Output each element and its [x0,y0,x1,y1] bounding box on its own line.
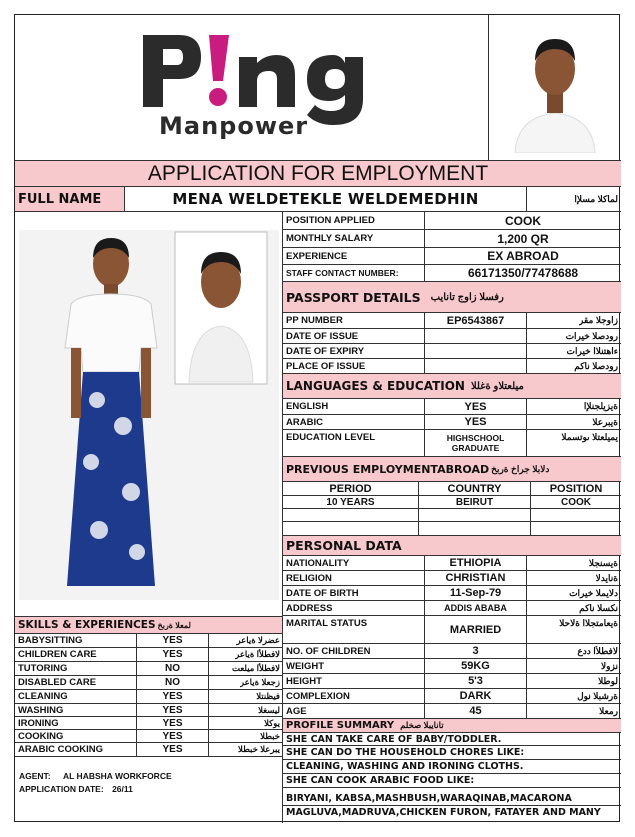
profile-summary-line: SHE CAN TAKE CARE OF BABY/TODDLER. [283,733,621,746]
passport-heading: PASSPORT DETAILS رفسلا زاوج تانايب [283,282,621,313]
previous-employment-header-row: PERIOD COUNTRY POSITION [283,482,621,496]
page-title-bar [15,161,621,187]
page-title: APPLICATION FOR EMPLOYMENT [147,161,489,185]
personal-row: ADDRESS ADDIS ABABA نكسلا ناكم [283,601,621,616]
job-row-experience: EXPERIENCE EX ABROAD [283,248,621,265]
application-date-value: 26/11 [112,784,133,794]
skill-row: IRONING YES يوكلا [15,717,283,730]
profile-summary-line: MAGLUVA,MADRUVA,CHICKEN FURON, FATAYER AND MANY [286,807,601,818]
skill-row: COOKING YES خبطلا [15,730,283,743]
full-name-value: MENA WELDETEKLE WELDEMEDHIN [125,187,527,211]
job-row-salary: MONTHLY SALARY 1,200 QR [283,230,621,248]
skill-row: CHILDREN CARE YES لافطلأا ةياعر [15,648,283,662]
personal-row: COMPLEXION DARK ةرشبلا نول [283,689,621,704]
passport-table [283,313,621,374]
personal-row: NATIONALITY ETHIOPIA ةيسنجلا [283,556,621,571]
personal-row: MARITAL STATUS MARRIED ةيعامتجلاا ةلاحلا [283,616,621,644]
full-name-label: FULL NAME [15,187,125,211]
personal-row: RELIGION CHRISTIAN ةنايدلا [283,571,621,586]
agent-name: AL HABSHA WORKFORCE [63,771,172,781]
previous-employment-row [283,522,621,536]
logo [15,15,489,161]
application-date-label: APPLICATION DATE: [19,784,104,794]
passport-row: PLACE OF ISSUE رودصلا ناكم [283,359,621,374]
skills-heading: SKILLS & EXPERIENCES لمعلا ةربخ [15,616,283,634]
personal-row: NO. OF CHILDREN 3 لافطلأا ددع [283,644,621,659]
job-row-contact: STAFF CONTACT NUMBER: 66171350/77478688 [283,265,621,282]
previous-employment-heading: PREVIOUS EMPLOYMENTABROAD دلابلا جراخ ةربخ [283,457,621,482]
language-row: ENGLISH YES ةيزيلجنلإا [283,399,621,415]
previous-employment-row [283,509,621,522]
full-body-photo [15,212,283,616]
profile-summary-line: CLEANING, WASHING AND IRONING CLOTHS. [283,760,621,774]
passport-row: DATE OF EXPIRY ءاهتنلاا خيرات [283,344,621,359]
job-table [283,212,621,282]
profile-summary-line: SHE CAN DO THE HOUSEHOLD CHORES LIKE: [283,746,621,760]
personal-row: HEIGHT 5'3 لوطلا [283,674,621,689]
profile-summary-line: SHE CAN COOK ARABIC FOOD LIKE: [283,774,621,788]
skill-row: DISABLED CARE NO زجعلا ةياعر [15,676,283,690]
previous-employment-row: 10 YEARS BEIRUT COOK [283,496,621,509]
personal-data-table [283,556,621,792]
personal-row: AGE 45 رمعلا [283,704,621,719]
skill-row: TUTORING NO لافطلأا ميلعت [15,662,283,676]
profile-summary-continued [283,792,621,823]
language-row: ARABIC YES ةيبرعلا [283,415,621,430]
profile-summary-line: BIRYANI, KABSA,MASHBUSH,WARAQINAB,MACARONA [283,792,621,806]
languages-table [283,399,621,457]
personal-row: DATE OF BIRTH 11-Sep-79 دلايملا خيرات [283,586,621,601]
education-row: EDUCATION LEVEL HIGHSCHOOL GRADUATE يميلعتلا ىوتسملا [283,430,621,457]
agent-label: AGENT: [19,771,51,781]
passport-photo [489,15,621,161]
skill-row: CLEANING YES فيظنتلا [15,690,283,704]
skill-row: ARABIC COOKING YES يبرعلا خبطلا [15,743,283,757]
passport-row: DATE OF ISSUE رودصلا خيرات [283,329,621,344]
application-sheet [14,14,620,822]
languages-heading: LANGUAGES & EDUCATION ميلعتلاو ةغللا [283,374,621,399]
skills-table [15,634,283,757]
full-name-arabic: لماكلا مسلإا [574,193,618,204]
applicant-portrait-icon [505,21,605,153]
skill-row: WASHING YES ليسغلا [15,704,283,717]
profile-summary-heading: PROFILE SUMMARY تانايبلا صخلم [283,719,621,733]
full-name-row [15,187,621,212]
previous-employment-table [283,482,621,536]
applicant-full-body-icon [19,230,279,600]
personal-row: WEIGHT 59KG نزولا [283,659,621,674]
skill-row: BABYSITTING YES عضرلا ةياعر [15,634,283,648]
agent-info [15,757,283,823]
passport-row: PP NUMBER EP6543867 زاوجلا مقر [283,313,621,329]
job-row-position: POSITION APPLIED COOK [283,212,621,230]
personal-data-heading: PERSONAL DATA [283,536,621,556]
logo-subtitle: Manpower [159,112,309,140]
